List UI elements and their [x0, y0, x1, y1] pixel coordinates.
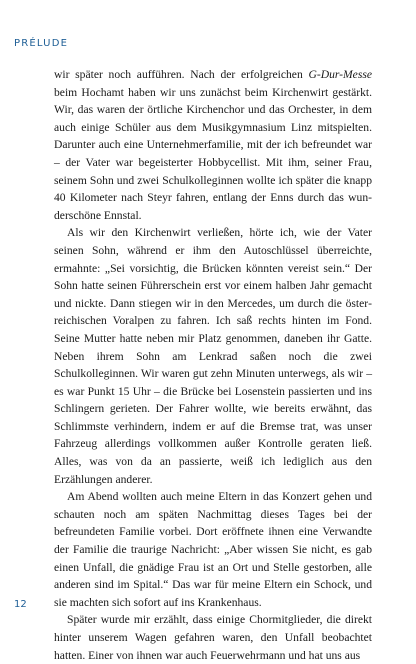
paragraph-1-text-a: wir später noch aufführen. Nach der erfolgreichen [54, 68, 309, 81]
body-text [54, 66, 372, 664]
paragraph-1 [54, 66, 372, 224]
running-head: PRÉLUDE [14, 38, 69, 49]
work-title: G-Dur-Messe [308, 68, 372, 81]
paragraph-2: Als wir den Kirchenwirt verließen, hörte ich, wie der Vater seinen Sohn, während er ihm den Autoschlüssel überreichte, ermahnte: „Sei vorsichtig, die Brücken könnten vereist sein.“ Der Sohn hatte seinen Führerschein erst vor einem halben Jahr gemacht und nickte. Dann stiegen wir in den Mercedes, um durch die österreichischen Voralpen zu fahren. Ich saß rechts hinten im Fond. Seine Mutter hatte neben mir Platz genommen, daneben ihr Gatte. Neben ihrem Sohn am Lenkrad saßen noch die zwei Schulkolleginnen. Wir waren gut zehn Minuten unterwegs, als wir – es war Punkt 15 Uhr – die Brücke bei Losenstein passierten und ins Schlingern gerieten. Der Fahrer wollte, wie bereits erwähnt, das Schlimmste verhindern, indem er auf die Bremse trat, was unser Fahrzeug allerdings vollkommen außer Kontrolle geraten ließ. Alles, was von da an passierte, weiß ich lediglich aus den Erzählungen anderer. [54, 226, 372, 486]
paragraph-3: Am Abend wollten auch meine Eltern in das Konzert gehen und schauten noch am späten Nachmittag dieses Tages bei der befreundeten Familie vorbei. Dort eröffnete ihnen eine Verwandte der Familie die traurige Nachricht: „Aber wissen Sie nicht, es gab einen Unfall, die gnädige Frau ist an Ort und Stelle gestorben, alle anderen sind im Spital.“ Das war für meine Eltern ein Schock, und sie machten sich sofort auf ins Krankenhaus. [54, 490, 372, 609]
page-number: 12 [14, 599, 27, 610]
paragraph-1-text-b: beim Hochamt haben wir uns zunächst beim Kirchenwirt gestärkt. Wir, das waren der örtliche Kirchenchor und das Orchester, in dem auch einige Schüler aus dem Musikgymnasium Linz mitspielten. Darunter auch eine Unternehmerfamilie, mit der ich befreundet war – der Vater war begeisterter Hobbycellist. Mit ihm, seiner Frau, seinem Sohn und zwei Schulkolleginnen wollte ich später die knapp 40 Kilometer nach Steyr fahren, entlang der Enns durch das wunderschöne Ennstal. [54, 85, 372, 222]
paragraph-4: Später wurde mir erzählt, dass einige Chormitglieder, die direkt hinter unserem Wagen gefahren waren, den Unfall beobachtet hatten. Einer von ihnen war auch Feuerwehrmann und hat uns aus [54, 613, 372, 662]
